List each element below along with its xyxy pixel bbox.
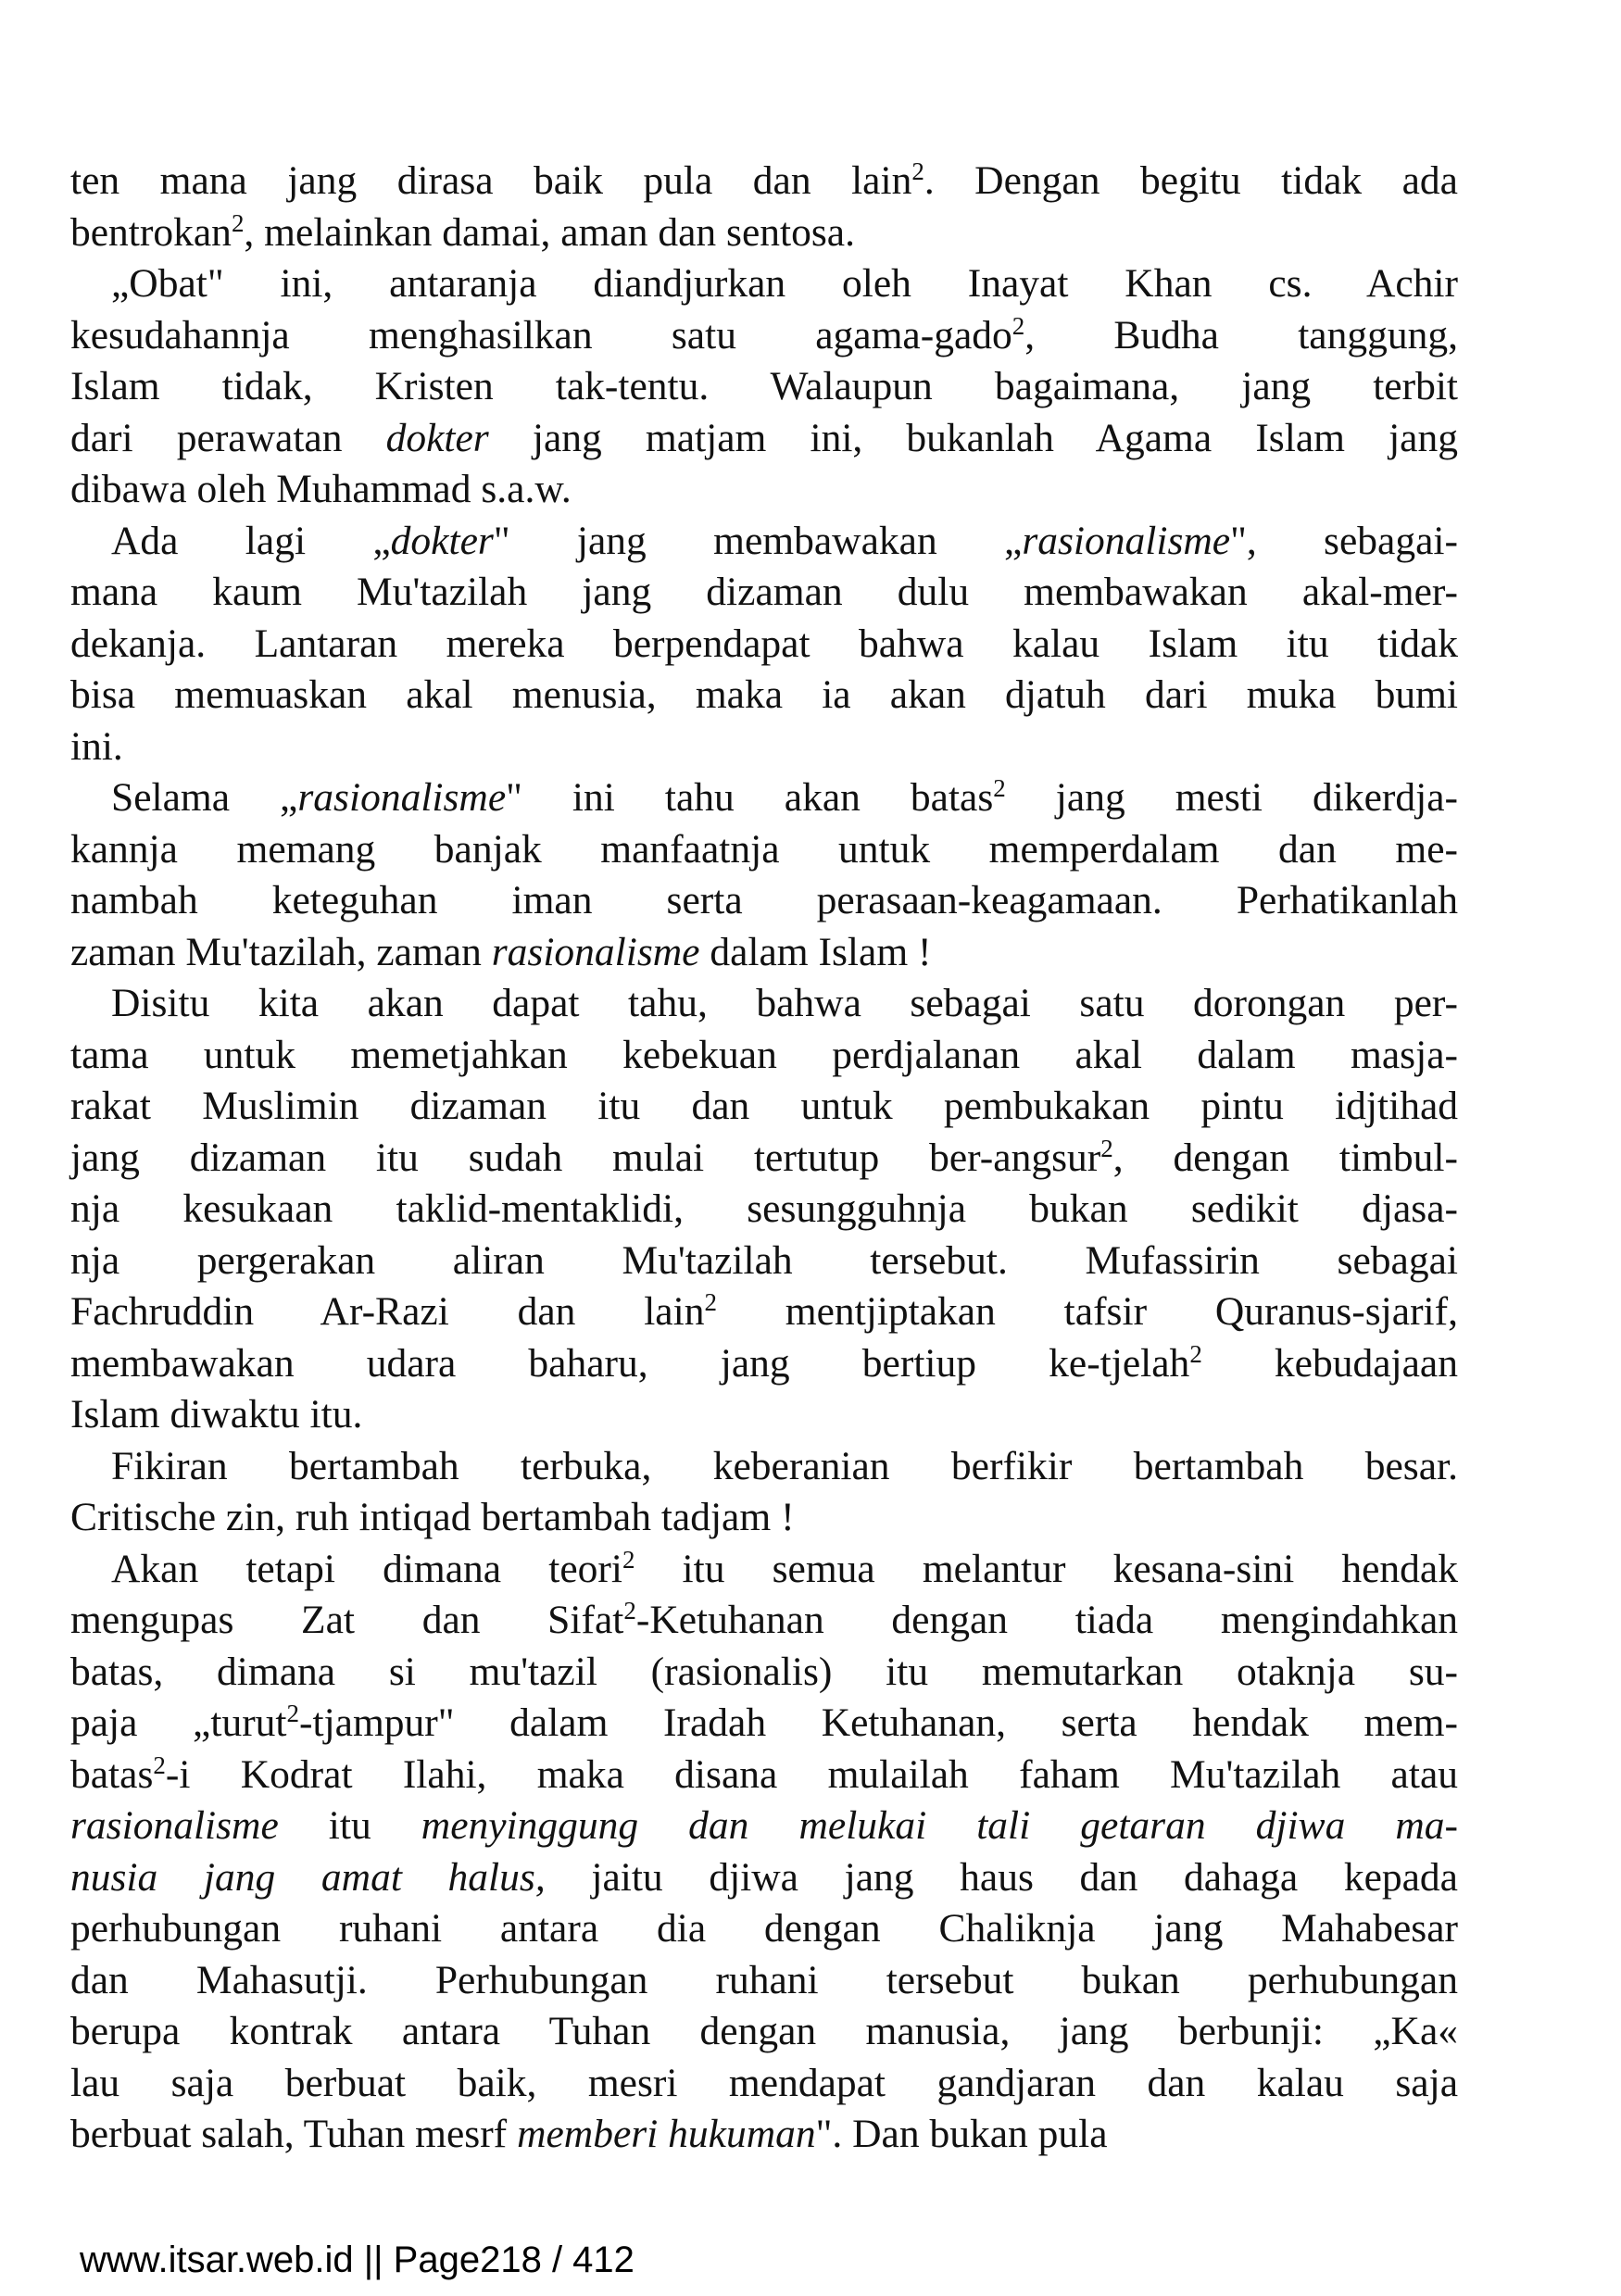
text-line: batas, dimana si mu'tazil (rasionalis) itu memutarkan otaknja su- xyxy=(70,1649,1458,1694)
text-line: nja kesukaan taklid-mentaklidi, sesungguhnja bukan sedikit djasa- xyxy=(70,1186,1458,1231)
paragraph xyxy=(70,772,1458,978)
text-line: Disitu kita akan dapat tahu, bahwa sebagai satu dorongan per- xyxy=(111,981,1458,1025)
text-line: nambah keteguhan iman serta perasaan-keagamaan. Perhatikanlah xyxy=(70,878,1458,922)
text-line: dari perawatan dokter jang matjam ini, bukanlah Agama Islam jang xyxy=(70,415,1458,460)
text-line: „Obat" ini, antaranja diandjurkan oleh Inayat Khan cs. Achir xyxy=(111,261,1458,306)
text-line: berupa kontrak antara Tuhan dengan manusia, jang berbunji: „Ka« xyxy=(70,2009,1458,2053)
paragraph xyxy=(70,1441,1458,1544)
text-line: rasionalisme itu menyinggung dan melukai tali getaran djiwa ma- xyxy=(70,1803,1459,1848)
text-line: Fachruddin Ar-Razi dan lain$^2$ mentjiptakan tafsir Quranus-sjarif, xyxy=(70,1288,1458,1334)
text-line: rakat Muslimin dizaman itu dan untuk pembukakan pintu idjtihad xyxy=(70,1084,1458,1128)
text-line: Akan tetapi dimana teori$^2$ itu semua melantur kesana-sini hendak xyxy=(111,1545,1458,1591)
text-line: paja „turut$^2$-tjampur" dalam Iradah Ketuhanan, serta hendak mem- xyxy=(70,1700,1458,1745)
text-line: Selama „rasionalisme" ini tahu akan batas$^2$ jang mesti dikerdja- xyxy=(111,774,1458,820)
text-line: Fikiran bertambah terbuka, keberanian berfikir bertambah besar. xyxy=(111,1443,1458,1488)
text-line: Ada lagi „dokter" jang membawakan „rasionalisme", sebagai- xyxy=(111,518,1458,563)
text-line: ten mana jang dirasa baik pula dan lain$^2$. Dengan begitu tidak ada xyxy=(70,157,1458,203)
text-line: membawakan udara baharu, jang bertiup ke-tjelah$^2$ kebudajaan xyxy=(70,1339,1458,1386)
text-line: bisa memuaskan akal menusia, maka ia akan djatuh dari muka bumi xyxy=(70,672,1458,717)
text-line: zaman Mu'tazilah, zaman rasionalisme dalam Islam ! xyxy=(70,929,932,974)
text-line: kannja memang banjak manfaatnja untuk memperdalam dan me- xyxy=(70,826,1458,872)
text-line: ini. xyxy=(70,723,123,769)
paragraph xyxy=(70,516,1458,773)
text-line: nja pergerakan aliran Mu'tazilah tersebut. Mufassirin sebagai xyxy=(70,1237,1458,1283)
text-line: mengupas Zat dan Sifat$^2$-Ketuhanan dengan tiada mengindahkan xyxy=(70,1597,1459,1642)
text-line: berbuat salah, Tuhan mesrf memberi hukuman". Dan bukan pula xyxy=(70,2112,1108,2156)
text-line: dekanja. Lantaran mereka berpendapat bahwa kalau Islam itu tidak xyxy=(70,621,1458,666)
text-line: tama untuk memetjahkan kebekuan perdjalanan akal dalam masja- xyxy=(70,1032,1458,1077)
paragraph xyxy=(70,1544,1458,2161)
text-line: Islam tidak, Kristen tak-tentu. Walaupun bagaimana, jang terbit xyxy=(70,364,1458,408)
text-line: jang dizaman itu sudah mulai tertutup ber-angsur$^2$, dengan timbul- xyxy=(70,1134,1459,1180)
text-line: lau saja berbuat baik, mesri mendapat gandjaran dan kalau saja xyxy=(70,2060,1458,2105)
text-line: Islam diwaktu itu. xyxy=(70,1392,363,1437)
text-line: mana kaum Mu'tazilah jang dizaman dulu membawakan akal-mer- xyxy=(70,570,1458,614)
text-line: dan Mahasutji. Perhubungan ruhani tersebut bukan perhubungan xyxy=(70,1957,1458,2002)
book-page-body xyxy=(70,156,1458,2161)
text-line: nusia jang amat halus, jaitu djiwa jang haus dan dahaga kepada xyxy=(70,1854,1458,1900)
text-line: Critische zin, ruh intiqad bertambah tadjam ! xyxy=(70,1495,795,1539)
paragraph xyxy=(70,978,1458,1441)
text-line: batas$^2$-i Kodrat Ilahi, maka disana mulailah faham Mu'tazilah atau xyxy=(70,1750,1458,1797)
text-line: dibawa oleh Muhammad s.a.w. xyxy=(70,467,572,511)
text-line: bentrokan$^2$, melainkan damai, aman dan sentosa. xyxy=(70,208,855,255)
page-footer: www.itsar.web.id || Page218 / 412 xyxy=(80,2240,635,2280)
paragraph xyxy=(70,156,1458,258)
text-line: kesudahannja menghasilkan satu agama-gado$^2$, Budha tanggung, xyxy=(70,311,1458,358)
paragraph xyxy=(70,258,1458,516)
text-line: perhubungan ruhani antara dia dengan Chaliknja jang Mahabesar xyxy=(70,1906,1458,1951)
